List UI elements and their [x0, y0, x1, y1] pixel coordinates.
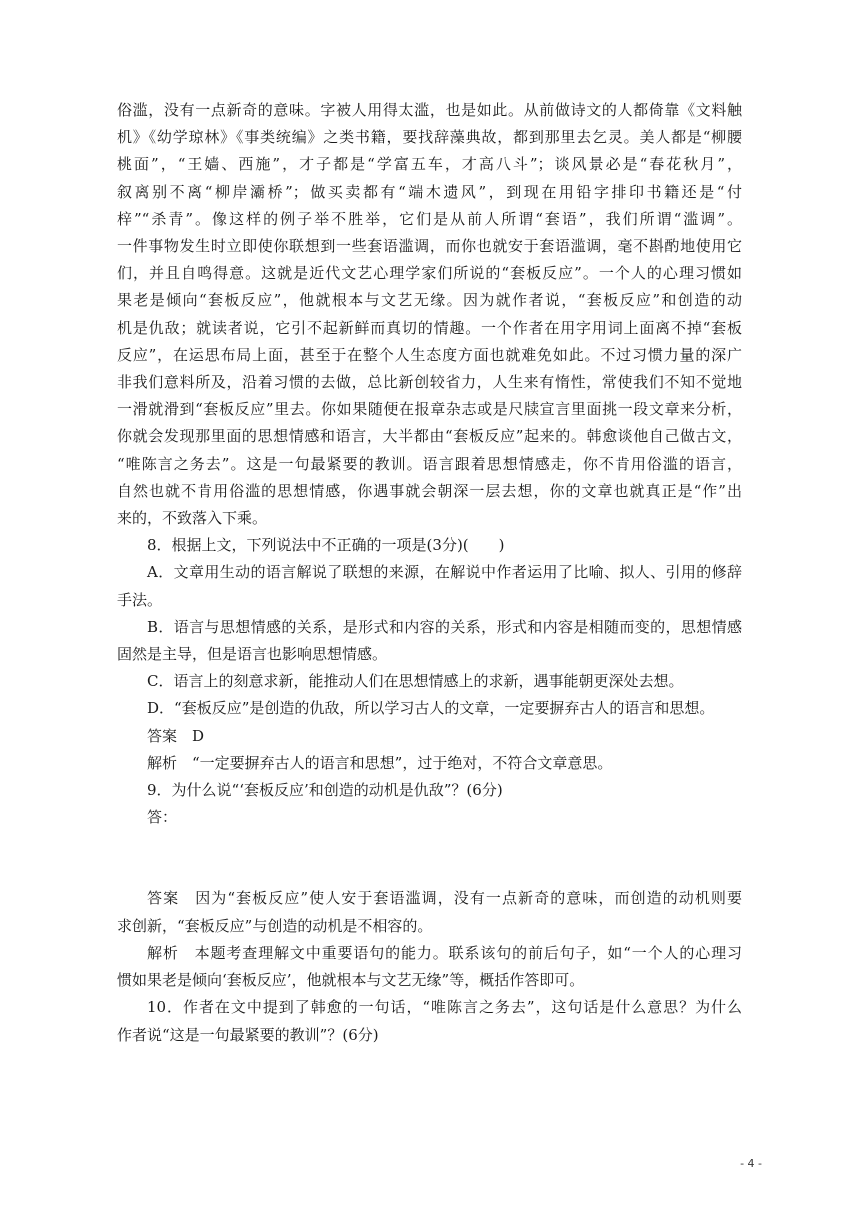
passage-line: 反应”，在运思布局上面，甚至于在整个人生态度方面也就难免如此。不过习惯力量的深广 — [117, 345, 742, 364]
page-content — [117, 97, 742, 1049]
option-a-continued: 手法。 — [117, 590, 163, 609]
question-9-answer-continued: 求创新，“套板反应”与创造的动机是不相容的。 — [117, 916, 433, 935]
passage-line: “唯陈言之务去”。这是一句最紧要的教训。语言跟着思想情感走，你不肯用俗滥的语言， — [117, 454, 742, 473]
passage-line: 叙离别不离“柳岸灞桥”；做买卖都有“端木遗风”，到现在用铅字排印书籍还是“付 — [117, 182, 742, 201]
question-8-stem: 8．根据上文，下列说法中不正确的一项是(3分)( ) — [147, 536, 505, 555]
question-8 — [117, 532, 742, 777]
question-9-analysis-continued: 惯如果老是倾向‘套板反应’，他就根本与文艺无缘”等，概括作答即可。 — [117, 971, 585, 990]
option-a: A．文章用生动的语言解说了联想的来源，在解说中作者运用了比喻、拟人、引用的修辞 — [147, 563, 742, 582]
question-8-analysis: 解析 “一定要摒弃古人的语言和思想”，过于绝对，不符合文章意思。 — [147, 753, 613, 772]
question-8-answer: 答案 D — [147, 726, 205, 745]
passage-line: 们，并且自鸣得意。这就是近代文艺心理学家们所说的“套板反应”。一个人的心理习惯如 — [117, 264, 742, 283]
page-number: - 4 - — [740, 1157, 762, 1170]
option-b-continued: 固然是主导，但是语言也影响思想情感。 — [117, 645, 388, 664]
question-9-stem: 9．为什么说“‘套板反应’和创造的动机是仇敌”？(6分) — [147, 781, 503, 800]
passage-line: 俗滥，没有一点新奇的意味。字被人用得太滥，也是如此。从前做诗文的人都倚靠《文料触 — [117, 101, 742, 119]
passage-line: 来的，不致落入下乘。 — [117, 509, 268, 528]
question-10-stem: 10．作者在文中提到了韩愈的一句话，“唯陈言之务去”，这句话是什么意思？为什么 — [147, 998, 742, 1017]
question-10-stem-continued: 作者说“这是一句最紧要的教训”？(6分) — [117, 1025, 379, 1044]
answer-prompt: 答： — [147, 808, 178, 827]
passage-line: 一件事物发生时立即使你联想到一些套语滥调，而你也就安于套语滥调，毫不斟酌地使用它 — [117, 237, 742, 256]
passage-line: 自然也就不肯用俗滥的思想情感，你遇事就会朝深一层去想，你的文章也就真正是“作”出 — [117, 481, 742, 500]
option-b: B．语言与思想情感的关系，是形式和内容的关系，形式和内容是相随而变的，思想情感 — [147, 617, 742, 636]
passage-line: 梓”“杀青”。像这样的例子举不胜举，它们是从前人所谓“套语”，我们所谓“滥调”。 — [117, 209, 742, 228]
answer-blank-space — [117, 831, 742, 885]
question-10 — [117, 994, 742, 1048]
passage-line: 机是仇敌；就读者说，它引不起新鲜而真切的情趣。一个作者在用字用词上面离不掉“套板 — [117, 318, 742, 337]
passage — [117, 97, 742, 532]
question-9 — [117, 777, 742, 994]
passage-line: 你就会发现那里面的思想情感和语言，大半都由“套板反应”起来的。韩愈谈他自己做古文， — [117, 427, 742, 446]
question-9-analysis: 解析 本题考查理解文中重要语句的能力。联系该句的前后句子，如“一个人的心理习 — [147, 943, 742, 962]
option-c: C．语言上的刻意求新，能推动人们在思想情感上的求新，遇事能朝更深处去想。 — [147, 672, 684, 691]
option-d: D．“套板反应”是创造的仇敌，所以学习古人的文章，一定要摒弃古人的语言和思想。 — [147, 699, 715, 718]
passage-line: 桃面”，“王嫱、西施”，才子都是“学富五车，才高八斗”；谈风景必是“春花秋月”， — [117, 155, 742, 174]
passage-line: 非我们意料所及，沿着习惯的去做，总比新创较省力，人生来有惰性，常使我们不知不觉地 — [117, 373, 742, 392]
passage-line: 一滑就滑到“套板反应”里去。你如果随便在报章杂志或是尺牍宣言里面挑一段文章来分析， — [117, 400, 742, 419]
passage-line: 果老是倾向“套板反应”，他就根本与文艺无缘。因为就作者说，“套板反应”和创造的动 — [117, 291, 742, 310]
passage-line: 机》《幼学琼林》《事类统编》之类书籍，要找辞藻典故，都到那里去乞灵。美人都是“柳腰 — [117, 128, 742, 147]
question-9-answer: 答案 因为“套板反应”使人安于套语滥调，没有一点新奇的意味，而创造的动机则要 — [147, 889, 742, 908]
